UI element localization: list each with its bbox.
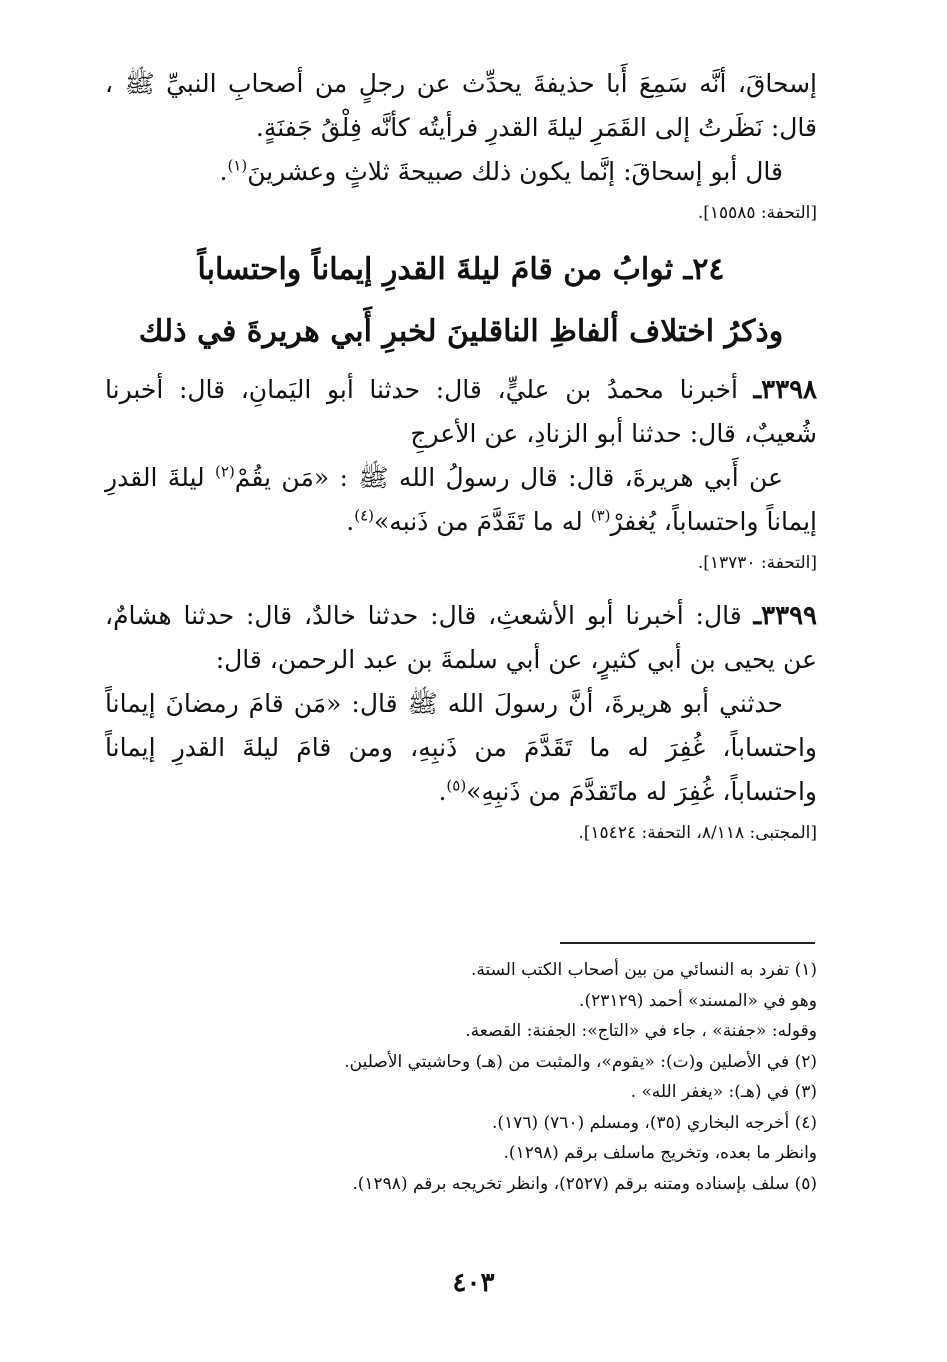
isnad-text: أخبرنا محمدُ بن عليٍّ، قال: حدثنا أبو اليَمانِ، قال: أخبرنا شُعيبٌ، قال: حدثنا أبو الزنادِ، عن الأعرجِ: [105, 375, 817, 448]
footnote-marker[interactable]: (٣): [590, 506, 611, 525]
footnote-line: (٥) سلف بإسناده ومتنه برقم (٢٥٢٧)، وانظر تخريجه برقم (١٢٩٨).: [352, 1173, 817, 1194]
punctuation: .: [219, 157, 228, 186]
page-number: ٤٠٣: [452, 1268, 495, 1298]
isnad-text: قال: أخبرنا أبو الأشعثِ، قال: حدثنا خالدٌ، قال: حدثنا هشامٌ، عن يحيى بن أبي كثيرٍ، عن أبي سلمةَ بن عبد الرحمن، قال:: [105, 601, 817, 674]
paragraph: إسحاقَ، أنَّه سَمِعَ أَبا حذيفةَ يحدِّث عن رجلٍ من أصحابِ النبيِّ ﷺ ، قال: نَظَرتُ إلى القَمَرِ ليلةَ القدرِ فرأيتُه كأنَّه فِلْقُ جَفنَةٍ.: [105, 69, 817, 142]
reference-note: [المجتبى: ٨/١١٨، التحفة: ١٥٤٢٤].: [578, 823, 817, 843]
footnote-line: (٤) أخرجه البخاري (٣٥)، ومسلم (٧٦٠) (١٧٦).: [492, 1112, 817, 1133]
footnote-marker[interactable]: (١): [227, 156, 248, 175]
matn-text: له ما تَقَدَّمَ من ذَنبه»: [374, 507, 591, 536]
hadith-isnad: [105, 368, 817, 456]
hadith-matn: [105, 456, 817, 544]
hadith-number: ٣٣٩٩ـ: [753, 601, 817, 631]
hadith-number: ٣٣٩٨ـ: [753, 375, 817, 405]
paragraph-text: قال أبو إسحاقَ: إنَّما يكون ذلك صبيحةَ ثلاثٍ وعشرينَ: [247, 157, 783, 186]
chapter-subtitle: وذكرُ اختلاف ألفاظِ الناقلينَ لخبرِ أَبي هريرةَ في ذلك: [138, 314, 784, 349]
footnote-divider: [560, 942, 815, 944]
main-text: [105, 62, 817, 864]
footnote-marker[interactable]: (٥): [446, 776, 467, 795]
punctuation: .: [346, 507, 355, 536]
footnote-line: (٣) في (هـ): «يغفر الله» .: [630, 1082, 817, 1102]
matn-text: عن أَبي هريرةَ، قال: قال رسولُ الله ﷺ : «مَن يقُمْ: [234, 463, 783, 492]
reference-note: [التحفة: ١٥٥٨٥].: [697, 203, 817, 223]
footnote-line: وهو في «المسند» أحمد (٢٣١٢٩).: [579, 990, 817, 1011]
hadith-isnad: [105, 594, 817, 682]
punctuation: .: [438, 777, 447, 806]
footnote-line: وانظر ما بعده، وتخريج ماسلف برقم (١٢٩٨).: [503, 1143, 817, 1163]
matn-text: ليلةَ القدرِ إيماناً واحتساباً، يُغفرْ: [105, 463, 817, 536]
reference-note: [التحفة: ١٣٧٣٠].: [697, 553, 817, 573]
paragraph: [105, 150, 817, 194]
footnote-line: (٢) في الأصلين و(ت): «يقوم»، والمثبت من (هـ) وحاشيتي الأصلين.: [344, 1051, 817, 1072]
footnote-marker[interactable]: (٤): [354, 506, 374, 525]
matn-text: حدثني أبو هريرةَ، أنَّ رسولَ الله ﷺ قال: «مَن قامَ رمضانَ إيماناً واحتساباً، غُفِرَ له ما تَقَدَّمَ من ذَنبِهِ، ومن قامَ ليلةَ القدرِ إيماناً واحتساباً، غُفِرَ له ماتَقدَّمَ من ذَنبِهِ»: [105, 689, 817, 806]
footnotes: [300, 955, 817, 1199]
footnote-marker[interactable]: (٢): [215, 462, 235, 481]
footnote-line: وقوله: «جفنة» ، جاء في «التاج»: الجفنة: القصعة.: [465, 1021, 817, 1041]
chapter-title: ٢٤ـ ثوابُ من قامَ ليلةَ القدرِ إيماناً واحتساباً: [197, 252, 725, 287]
hadith-matn: [105, 682, 817, 814]
footnote-line: (١) تفرد به النسائي من بين أصحاب الكتب الستة.: [470, 960, 817, 980]
